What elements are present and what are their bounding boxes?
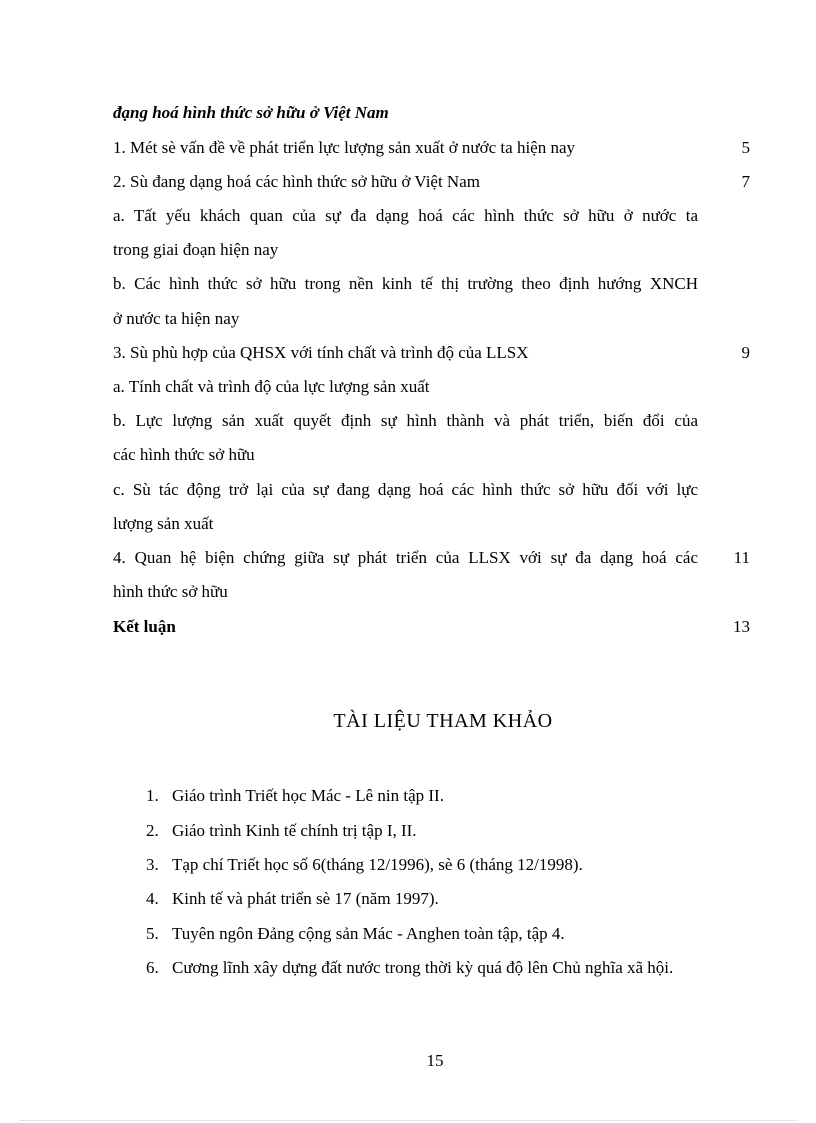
- toc-entry: 3. Sù phù hợp của QHSX với tính chất và trình độ của LLSX: [113, 343, 529, 362]
- reference-number: 3.: [146, 855, 159, 874]
- reference-item: [146, 889, 439, 909]
- references-heading: TÀI LIỆU THAM KHẢO: [333, 710, 553, 732]
- reference-text: Giáo trình Triết học Mác - Lê nin tập II.: [172, 786, 444, 805]
- reference-number: 2.: [146, 821, 159, 840]
- toc-entry: hình thức sở hữu: [113, 582, 228, 601]
- toc-entry: 4. Quan hệ biện chứng giữa sự phát triển của LLSX với sự đa dạng hoá các: [113, 548, 698, 567]
- reference-item: [146, 924, 565, 944]
- toc-page-number: 13: [733, 617, 750, 636]
- reference-text: Kinh tế và phát triển sè 17 (năm 1997).: [172, 889, 439, 908]
- toc-page-number: 11: [733, 548, 750, 567]
- reference-text: Giáo trình Kinh tế chính trị tập I, II.: [172, 821, 417, 840]
- toc-entry-conclusion: Kết luận: [113, 617, 176, 636]
- page-bottom-divider: [20, 1120, 796, 1122]
- reference-item: [146, 821, 417, 841]
- toc-entry: b. Lực lượng sản xuất quyết định sự hình thành và phát triển, biến đổi của: [113, 411, 698, 430]
- toc-entry: các hình thức sở hữu: [113, 445, 255, 464]
- reference-text: Tạp chí Triết học số 6(tháng 12/1996), sè 6 (tháng 12/1998).: [172, 855, 583, 874]
- reference-number: 5.: [146, 924, 159, 943]
- toc-entry: trong giai đoạn hiện nay: [113, 240, 279, 259]
- toc-entry: c. Sù tác động trở lại của sự đang dạng hoá các hình thức sở hữu đối với lực: [113, 480, 698, 499]
- reference-item: [146, 855, 583, 875]
- toc-section-title: đạng hoá hình thức sở hữu ở Việt Nam: [113, 103, 389, 122]
- toc-entry: a. Tất yếu khách quan của sự đa dạng hoá các hình thức sở hữu ở nước ta: [113, 206, 698, 225]
- page-number: 15: [426, 1051, 444, 1070]
- toc-page-number: 7: [741, 172, 750, 191]
- reference-number: 1.: [146, 786, 159, 805]
- toc-entry: a. Tính chất và trình độ của lực lượng sản xuất: [113, 377, 430, 396]
- toc-entry: 2. Sù đang dạng hoá các hình thức sở hữu ở Việt Nam: [113, 172, 480, 191]
- reference-number: 4.: [146, 889, 159, 908]
- toc-entry: 1. Mét sè vấn đề về phát triển lực lượng sản xuất ở nước ta hiện nay: [113, 138, 576, 157]
- toc-page-number: 9: [741, 343, 750, 362]
- reference-text: Tuyên ngôn Đảng cộng sản Mác - Anghen toàn tập, tập 4.: [172, 924, 565, 943]
- toc-entry: lượng sản xuất: [113, 514, 214, 533]
- toc-entry: b. Các hình thức sở hữu trong nền kinh tế thị trường theo định hướng XNCH: [113, 274, 698, 293]
- reference-number: 6.: [146, 958, 159, 977]
- toc-page-number: 5: [741, 138, 750, 157]
- reference-item: [146, 786, 444, 806]
- reference-item: [146, 958, 673, 978]
- toc-entry: ở nước ta hiện nay: [113, 309, 240, 328]
- reference-text: Cương lĩnh xây dựng đất nước trong thời kỳ quá độ lên Chủ nghĩa xã hội.: [172, 958, 674, 977]
